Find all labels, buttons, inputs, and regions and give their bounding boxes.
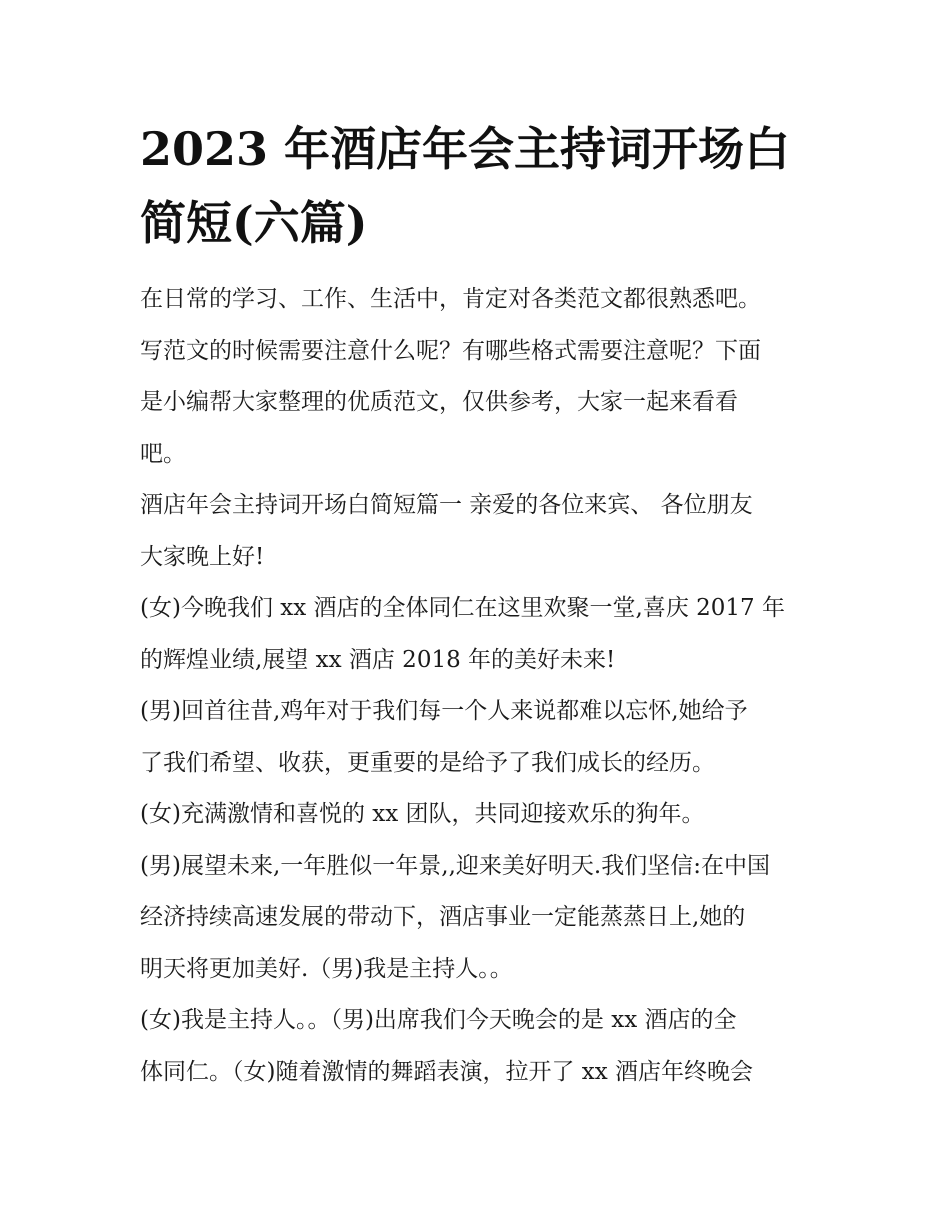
text-line: 经济持续高速发展的带动下，酒店事业一定能蒸蒸日上,她的 [140, 904, 746, 930]
text-line: 是小编帮大家整理的优质范文，仅供参考，大家一起来看看 [140, 389, 738, 415]
text-line: 酒店年会主持词开场白简短篇一 亲爱的各位来宾、 各位朋友 [140, 492, 753, 518]
text-line: 吧。 [140, 440, 186, 467]
section-heading-paragraph [140, 480, 820, 583]
document-page [140, 112, 820, 1098]
text-line: 大家晚上好! [140, 543, 265, 570]
text-line: 在日常的学习、工作、生活中，肯定对各类范文都很熟悉吧。 [140, 286, 761, 312]
dialogue-paragraph [140, 789, 820, 841]
text-line: 了我们希望、收获，更重要的是给予了我们成长的经历。 [140, 749, 715, 776]
dialogue-paragraph [140, 583, 820, 686]
title-line-2: 简短(六篇) [140, 196, 368, 250]
text-line: (男)回首往昔,鸡年对于我们每一个人来说都难以忘怀,她给予 [140, 698, 748, 724]
document-title [140, 112, 820, 260]
title-line-1: 2023 年酒店年会主持词开场白 [140, 122, 791, 176]
text-line: (女)充满激情和喜悦的 xx 团队，共同迎接欢乐的狗年。 [140, 801, 705, 827]
intro-paragraph [140, 274, 820, 480]
dialogue-paragraph [140, 995, 820, 1098]
text-line: 体同仁。（女)随着激情的舞蹈表演，拉开了 xx 酒店年终晚会 [140, 1058, 754, 1085]
text-line: (女)今晚我们 xx 酒店的全体同仁在这里欢聚一堂,喜庆 2017 年 [140, 595, 785, 621]
text-line: 写范文的时候需要注意什么呢？有哪些格式需要注意呢？下面 [140, 337, 761, 364]
text-line: 明天将更加美好.（男)我是主持人。。 [140, 955, 513, 982]
dialogue-paragraph [140, 841, 820, 996]
text-line: (男)展望未来,一年胜似一年景,,迎来美好明天.我们坚信:在中国 [140, 852, 770, 879]
document-body [140, 274, 820, 1098]
dialogue-paragraph [140, 686, 820, 789]
text-line: (女)我是主持人。。（男)出席我们今天晚会的是 xx 酒店的全 [140, 1007, 737, 1033]
text-line: 的辉煌业绩,展望 xx 酒店 2018 年的美好未来! [140, 646, 616, 673]
